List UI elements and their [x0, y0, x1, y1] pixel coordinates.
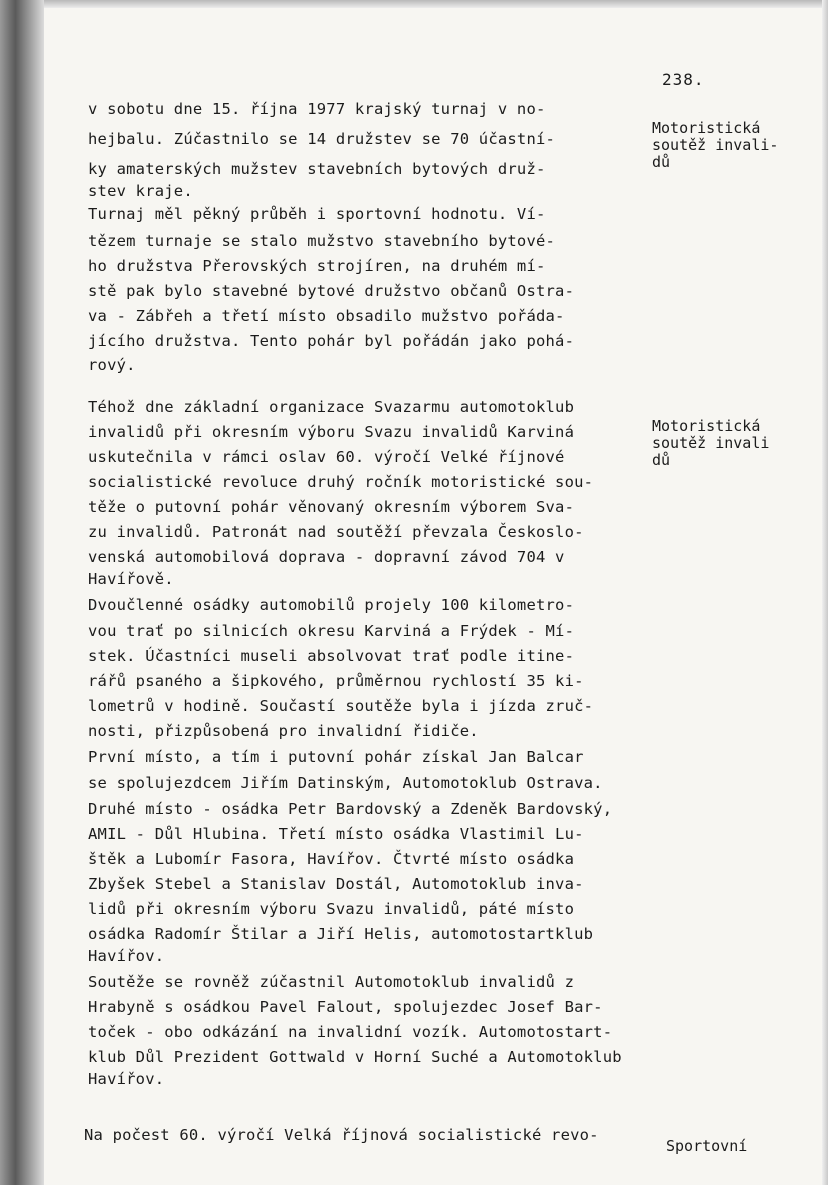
text-line: osádka Radomír Štilar a Jiří Helis, automotostartklub	[88, 925, 594, 943]
text-line: Na počest 60. výročí Velká říjnová socialistické revo-	[84, 1126, 599, 1144]
text-line: Hrabyně s osádkou Pavel Falout, spolujezdec Josef Bar-	[88, 998, 603, 1016]
text-line: klub Důl Prezident Gottwald v Horní Suché a Automotoklub	[88, 1048, 622, 1066]
text-line: venská automobilová doprava - dopravní závod 704 v	[88, 548, 565, 566]
text-line: stek. Účastníci museli absolvovat trať podle itine-	[88, 647, 575, 665]
text-line: v sobotu dne 15. října 1977 krajský turnaj v no-	[88, 100, 546, 118]
text-line: AMIL - Důl Hlubina. Třetí místo osádka Vlastimil Lu-	[88, 825, 584, 843]
text-line: socialistické revoluce druhý ročník motoristické sou-	[88, 473, 594, 491]
text-line: zu invalidů. Patronát nad soutěží převzala Českoslo-	[88, 523, 584, 541]
text-line: uskutečnila v rámci oslav 60. výročí Velké říjnové	[88, 448, 565, 466]
text-line: těže o putovní pohár věnovaný okresním výborem Sva-	[88, 498, 575, 516]
text-line: lometrů v hodině. Součastí soutěže byla i jízda zruč-	[88, 697, 594, 715]
text-line: lidů při okresním výboru Svazu invalidů, páté místo	[88, 900, 575, 918]
text-line: vou trať po silnicích okresu Karviná a Frýdek - Mí-	[88, 622, 575, 640]
text-line: První místo, a tím i putovní pohár získal Jan Balcar	[88, 748, 584, 766]
page-number: 238.	[662, 70, 705, 89]
text-line: invalidů při okresním výboru Svazu invalidů Karviná	[88, 423, 575, 441]
margin-note: Sportovní	[666, 1137, 748, 1155]
text-line: ky amaterských mužstev stavebních bytových druž-	[88, 160, 546, 178]
text-line: Téhož dne základní organizace Svazarmu automotoklub	[88, 398, 575, 416]
margin-note: Motoristická soutěž invali- dů	[652, 119, 779, 171]
text-line: Zbyšek Stebel a Stanislav Dostál, Automotoklub inva-	[88, 875, 584, 893]
text-line: Havířov.	[88, 1070, 165, 1088]
text-line: tězem turnaje se stalo mužstvo stavebního bytové-	[88, 232, 556, 250]
text-line: Dvoučlenné osádky automobilů projely 100 kilometro-	[88, 596, 575, 614]
text-line: Druhé místo - osádka Petr Bardovský a Zdeněk Bardovský,	[88, 800, 613, 818]
text-line: štěk a Lubomír Fasora, Havířov. Čtvrté místo osádka	[88, 850, 575, 868]
text-line: hejbalu. Zúčastnilo se 14 družstev se 70 účastní-	[88, 130, 556, 148]
scan-binding-edge	[0, 0, 44, 1185]
text-line: Soutěže se rovněž zúčastnil Automotoklub invalidů z	[88, 973, 575, 991]
text-line: se spolujezdcem Jiřím Datinským, Automotoklub Ostrava.	[88, 774, 603, 792]
text-line: rový.	[88, 356, 136, 374]
text-line: toček - obo odkázání na invalidní vozík. Automotostart-	[88, 1023, 613, 1041]
text-line: rářů psaného a šipkového, průměrnou rychlostí 35 ki-	[88, 672, 584, 690]
text-line: nosti, přizpůsobená pro invalidní řidiče.	[88, 722, 479, 740]
margin-note: Motoristická soutěž invali dů	[652, 417, 770, 469]
text-line: Havířov.	[88, 947, 165, 965]
text-line: Turnaj měl pěkný průběh i sportovní hodnotu. Ví-	[88, 205, 546, 223]
text-line: jícího družstva. Tento pohár byl pořádán jako pohá-	[88, 332, 575, 350]
text-line: stev kraje.	[88, 182, 193, 200]
text-line: va - Zábřeh a třetí místo obsadilo mužstvo pořáda-	[88, 307, 565, 325]
text-line: ho družstva Přerovských strojíren, na druhém mí-	[88, 257, 546, 275]
text-line: Havířově.	[88, 570, 174, 588]
text-line: stě pak bylo stavebné bytové družstvo občanů Ostra-	[88, 282, 575, 300]
scan-top-edge	[44, 0, 828, 8]
scan-right-edge	[822, 0, 828, 1185]
